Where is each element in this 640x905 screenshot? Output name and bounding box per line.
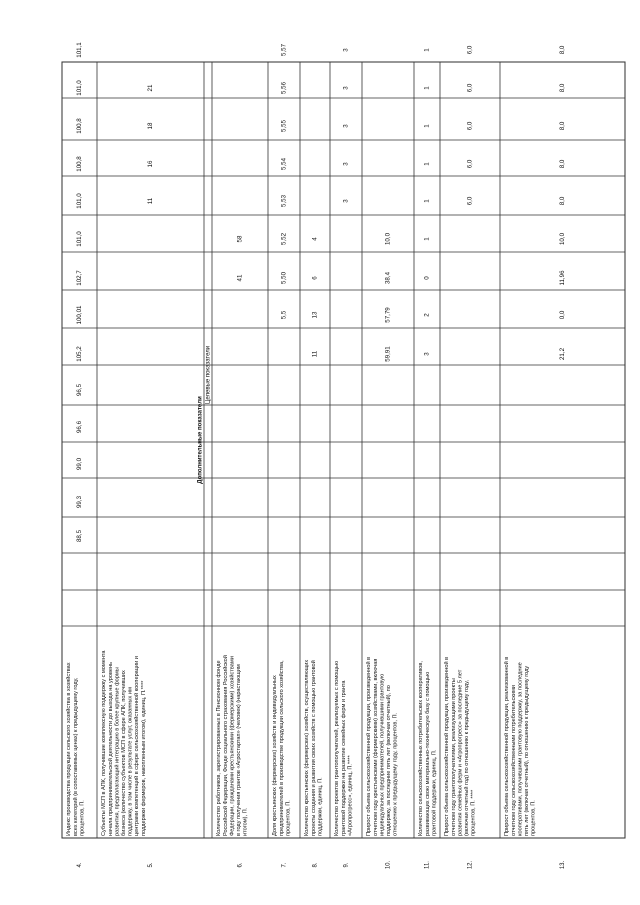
cell-value: 3 [342, 86, 350, 90]
cell-value: 1 [423, 199, 431, 203]
row-number: 8. [312, 862, 319, 868]
cell-value: 6,0 [466, 83, 474, 93]
cell-value: 6 [311, 276, 319, 280]
row-label: Прирост объема сельскохозяйственной продукции, произведенной в [366, 656, 373, 836]
cell-value: 8,0 [559, 159, 567, 169]
row-label: Федерации, гражданами крестьянскими (фермерскими) хозяйствами [229, 656, 236, 836]
row-label: поддержки, единиц, П. [317, 777, 324, 836]
cell-value: 5,55 [280, 119, 288, 133]
cell-value: 10,0 [559, 232, 567, 246]
cell-value: 41 [236, 274, 244, 282]
cell-value: 99,0 [76, 457, 84, 471]
row-label: проекты создания и развития своих хозяйств с помощью грантовой [310, 660, 317, 836]
cell-value: 8,0 [559, 83, 567, 93]
row-label: развития, предполагающий интеграцию в более крупные формы [114, 667, 121, 836]
cell-value: 101,1 [76, 42, 84, 58]
cell-value: 21,2 [559, 347, 567, 361]
row-number: 6. [237, 862, 244, 868]
cell-value: 5,56 [280, 81, 288, 95]
cell-value: 105,2 [76, 346, 84, 362]
cell-value: 4 [311, 237, 319, 241]
cell-value: 5,50 [280, 271, 288, 285]
cell-value: 16 [147, 160, 155, 168]
cell-value: 100,8 [76, 118, 84, 134]
row-label: Количество проектов грантополучателей, реализуемых с помощью [334, 660, 341, 836]
row-label: Индекс производства продукции сельского хозяйства в хозяйствах [66, 662, 73, 836]
row-label: (включая отчетный год) по отношению к предыдущему году, [464, 680, 471, 836]
cell-value: 1 [423, 86, 431, 90]
cell-value: 1 [423, 162, 431, 166]
cell-value: 2 [423, 313, 431, 317]
cell-value: 101,0 [76, 80, 84, 96]
cell-value: 5,53 [280, 194, 288, 208]
row-label: бизнеса (количество субъектов МСП в сфере АПК, получивших [121, 670, 128, 836]
cell-value: 8,0 [559, 196, 567, 206]
row-label: индивидуальных предпринимателей, получившими грантовую [379, 673, 386, 836]
cell-value: 3 [342, 48, 350, 52]
row-label: отношению к предыдущему году, процентов, П. [392, 712, 399, 836]
cell-value: 1 [423, 237, 431, 241]
cell-value: 5,57 [280, 43, 288, 57]
row-label: Количество сельскохозяйственных потребительских кооперативов, [418, 661, 425, 836]
row-number: 10. [385, 860, 392, 870]
cell-value: 59,91 [384, 346, 392, 362]
row-label: грантовой поддержки, единиц, П. [431, 749, 438, 836]
row-label: поддержки фермеров, накопленным итогом), единиц, П.**** [140, 680, 147, 836]
cell-value: 1 [423, 48, 431, 52]
cell-value: 3 [342, 162, 350, 166]
cell-value: 5,52 [280, 232, 288, 246]
row-label: Субъекты МСП в АПК, получившие комплексную поддержку с момента [101, 650, 108, 836]
cell-value: 100,01 [76, 305, 84, 325]
cell-value: 11 [311, 350, 319, 358]
row-label: развивающих свою материально-техническую базу с помощью [424, 671, 431, 836]
row-number: 11. [424, 861, 431, 869]
cell-value: 3 [342, 124, 350, 128]
row-label: Доля крестьянских (фермерских) хозяйств и индивидуальных [272, 675, 279, 836]
row-label: Количество крестьянских (фермерских) хозяйств, осуществляющих [304, 659, 311, 836]
cell-value: 11,96 [559, 270, 567, 286]
cell-value: 0,0 [559, 310, 567, 320]
row-label: в году получения грантов «Агростартап» (человек) (нарастающим [236, 664, 243, 836]
row-label: поддержку, за последние пять лет (включая отчетный), по [386, 685, 393, 836]
cell-value: 18 [147, 122, 155, 130]
cell-value: 8,0 [559, 121, 567, 131]
target-indicators-header: Целевые показатели [205, 345, 212, 405]
row-label: предпринимателей в производстве продукции сельского хозяйства, [278, 660, 285, 836]
cell-value: 58 [236, 235, 244, 243]
cell-value: 96,5 [76, 383, 84, 397]
cell-value: 6,0 [466, 159, 474, 169]
row-label: отчетном году сельскохозяйственными потребительскими [510, 685, 517, 836]
row-label: Прирост объема сельскохозяйственной продукции, произведенной в [444, 656, 451, 836]
cell-value: 6,0 [466, 196, 474, 206]
row-label: процентов, П. [530, 800, 537, 836]
row-label: процентов, П. [79, 800, 86, 836]
cell-value: 57,79 [384, 307, 392, 323]
cell-value: 6,0 [466, 121, 474, 131]
row-label: поддержку, в том числе в результате услуг, оказанных им [127, 687, 134, 836]
cell-value: 5,54 [280, 157, 288, 171]
cell-value: 101,0 [76, 193, 84, 209]
row-number: 13. [560, 860, 567, 870]
cell-value: 3 [423, 352, 431, 356]
row-label: Количество работников, зарегистрированных в Пенсионном фонде [216, 660, 223, 836]
cell-value: 10,0 [384, 232, 392, 246]
row-label: кооперативами, получившими грантовую поддержку, за последние [517, 662, 524, 836]
row-number: 12. [467, 860, 474, 870]
cell-value: 38,4 [384, 271, 392, 285]
cell-value: 100,8 [76, 156, 84, 172]
cell-value: 8,0 [559, 45, 567, 55]
cell-value: 1 [423, 124, 431, 128]
row-number: 5. [148, 862, 155, 868]
cell-value: 102,7 [76, 270, 84, 286]
row-label: грантовой поддержки на развитие семейных ферм и гранта [340, 680, 347, 836]
cell-value: 11 [147, 197, 155, 205]
row-label: пять лет (включая отчетный), по отношению к предыдущему году [524, 665, 531, 836]
cell-value: 3 [342, 199, 350, 203]
row-label: «Агропрогресс», единиц, П.**** [347, 755, 354, 836]
cell-value: 96,6 [76, 420, 84, 434]
row-label: процентов, П. [285, 800, 292, 836]
row-number: 9. [343, 862, 350, 868]
row-number: 4. [77, 862, 84, 868]
cell-value: 13 [311, 311, 319, 319]
row-label: итогом), П. [242, 807, 249, 836]
cell-value: 5,5 [280, 310, 288, 320]
row-label: отчетном году грантополучателями, реализующими проекты [450, 678, 457, 836]
row-number: 7. [281, 862, 288, 868]
row-label: начала предпринимательской деятельности до выхода на уровень [107, 662, 114, 836]
row-label: всех категорий (в сопоставимых ценах) к предыдущему году, [72, 677, 79, 836]
cell-value: 6,0 [466, 45, 474, 55]
cell-value: 88,5 [76, 529, 84, 543]
row-label: процентов, П. **** [470, 789, 477, 836]
row-label: развития семейных ферм и «Агропрогресс» за последние 5 лет [457, 669, 464, 836]
cell-value: 21 [147, 84, 155, 92]
cell-value: 0 [423, 276, 431, 280]
row-label: отчетном году крестьянскими (фермерскими) хозяйствами, включая [372, 658, 379, 836]
cell-value: 99,3 [76, 495, 84, 509]
row-label: центрами компетенций в сфере сельскохозяйственной кооперации и [134, 656, 141, 836]
row-label: Российской Федерации, Фонде социального страхования Российской [222, 655, 229, 836]
additional-indicators-header: Дополнительные показатели [197, 396, 204, 484]
cell-value: 101,0 [76, 231, 84, 247]
row-label: Прирост объема сельскохозяйственной продукции, реализованной в [504, 656, 511, 836]
